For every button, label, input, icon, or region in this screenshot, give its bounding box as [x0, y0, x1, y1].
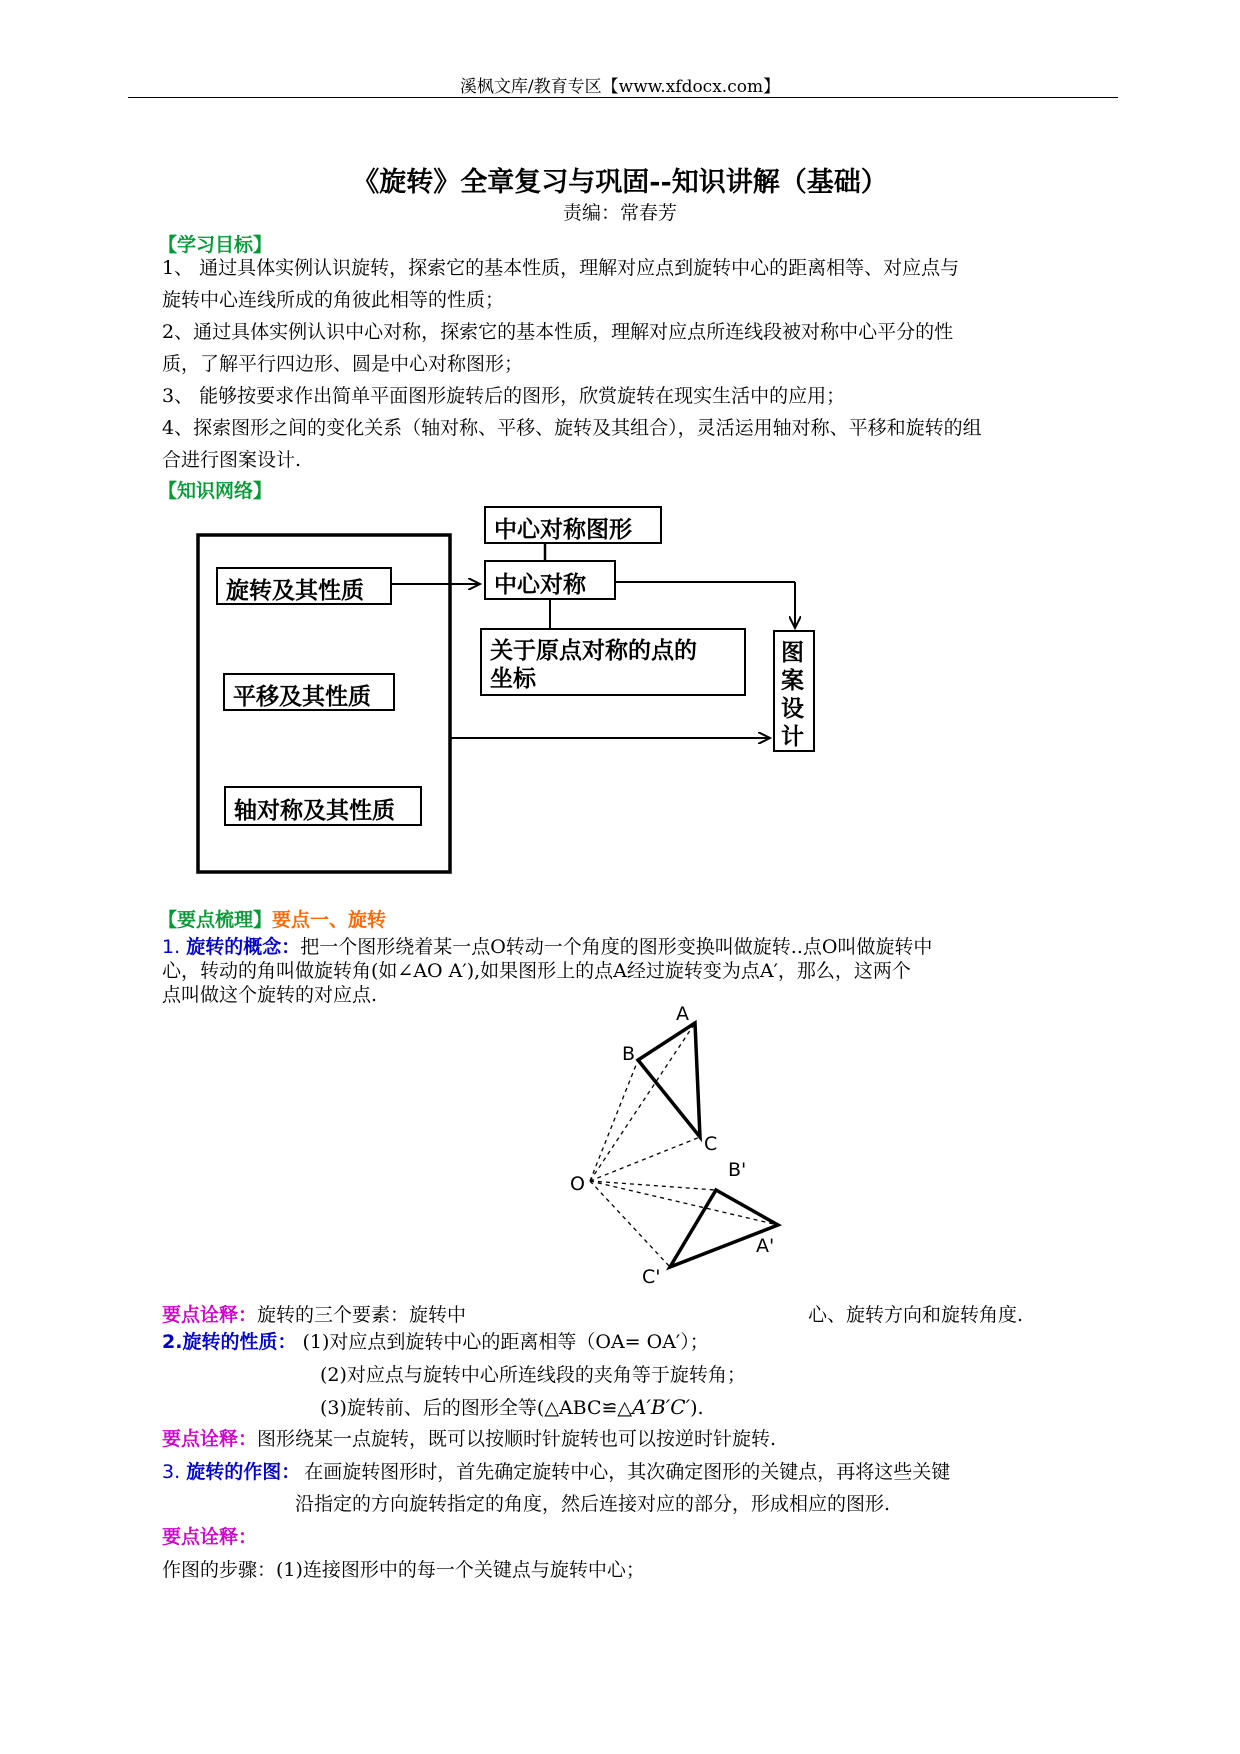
page-header: 溪枫文库/教育专区【www.xfdocx.com】 [459, 77, 781, 97]
node-central-symmetry: 中心对称 [484, 560, 616, 600]
note-1-continued: 心、旋转方向和旋转角度. [808, 1304, 1024, 1326]
properties-heading: 2.旋转的性质： (1)对应点到旋转中心的距离相等（OA= OA′）； [162, 1331, 709, 1353]
node-pattern-design: 图 案 设 计 [773, 630, 815, 752]
label-B-prime: B' [728, 1159, 747, 1181]
goal-line-3: 2、通过具体实例认识中心对称，探索它的基本性质，理解对应点所连线段被对称中心平分的性 [162, 321, 954, 343]
node-central-symmetric-figure: 中心对称图形 [484, 506, 662, 544]
note-2: 要点诠释：图形绕某一点旋转，既可以按顺时针旋转也可以按逆时针旋转. [162, 1428, 777, 1450]
property-3: (3)旋转前、后的图形全等(△ABC≌△A′B′C′). [320, 1395, 704, 1419]
goal-line-4: 质，了解平行四边形、圆是中心对称图形； [162, 353, 524, 375]
node-origin-symmetry-coordinates: 关于原点对称的点的 坐标 [480, 628, 746, 696]
document-editor: 责编：常春芳 [562, 202, 677, 224]
note-3: 要点诠释： [162, 1526, 258, 1548]
label-A: A [676, 1003, 689, 1025]
drawing-steps: 作图的步骤：(1)连接图形中的每一个关键点与旋转中心； [162, 1559, 645, 1581]
node-axial-symmetry: 轴对称及其性质 [224, 786, 422, 826]
goal-line-1: 1、 通过具体实例认识旋转，探索它的基本性质，理解对应点到旋转中心的距离相等、对应点与 [162, 257, 960, 279]
node-translation: 平移及其性质 [223, 673, 395, 711]
section-network: 【知识网络】 [158, 480, 273, 502]
section-points: 【要点梳理】要点一、旋转 [158, 909, 387, 931]
label-A-prime: A' [756, 1235, 775, 1257]
goal-line-5: 3、 能够按要求作出简单平面图形旋转后的图形，欣赏旋转在现实生活中的应用； [162, 385, 846, 407]
document-title: 《旋转》全章复习与巩固--知识讲解（基础） [352, 167, 888, 198]
label-C: C [704, 1133, 718, 1155]
goal-line-6: 4、探索图形之间的变化关系（轴对称、平移、旋转及其组合），灵活运用轴对称、平移和旋转的组 [162, 417, 982, 439]
concept-paragraph: 1. 旋转的概念：把一个图形绕着某一点O转动一个角度的图形变换叫做旋转..点O叫做旋转中 心，转动的角叫做旋转角(如∠AO A′),如果图形上的点A经过旋转变为点A′，那么，这两个 点叫做这个旋转的对应点. [162, 936, 933, 1006]
property-2: (2)对应点与旋转中心所连线段的夹角等于旋转角； [320, 1364, 746, 1386]
goal-line-2: 旋转中心连线所成的角彼此相等的性质； [162, 289, 505, 311]
note-1: 要点诠释：旋转的三个要素：旋转中 [162, 1304, 467, 1326]
section-goals: 【学习目标】 [158, 234, 273, 256]
label-B: B [622, 1043, 636, 1065]
drawing-heading: 3. 旋转的作图： 在画旋转图形时，首先确定旋转中心，其次确定图形的关键点，再将这些关键 [162, 1461, 951, 1483]
node-rotation: 旋转及其性质 [216, 567, 392, 605]
drawing-line-2: 沿指定的方向旋转指定的角度，然后连接对应的部分，形成相应的图形. [295, 1493, 891, 1515]
label-O: O [570, 1173, 585, 1195]
goal-line-7: 合进行图案设计. [162, 449, 302, 471]
label-C-prime: C' [642, 1266, 661, 1288]
